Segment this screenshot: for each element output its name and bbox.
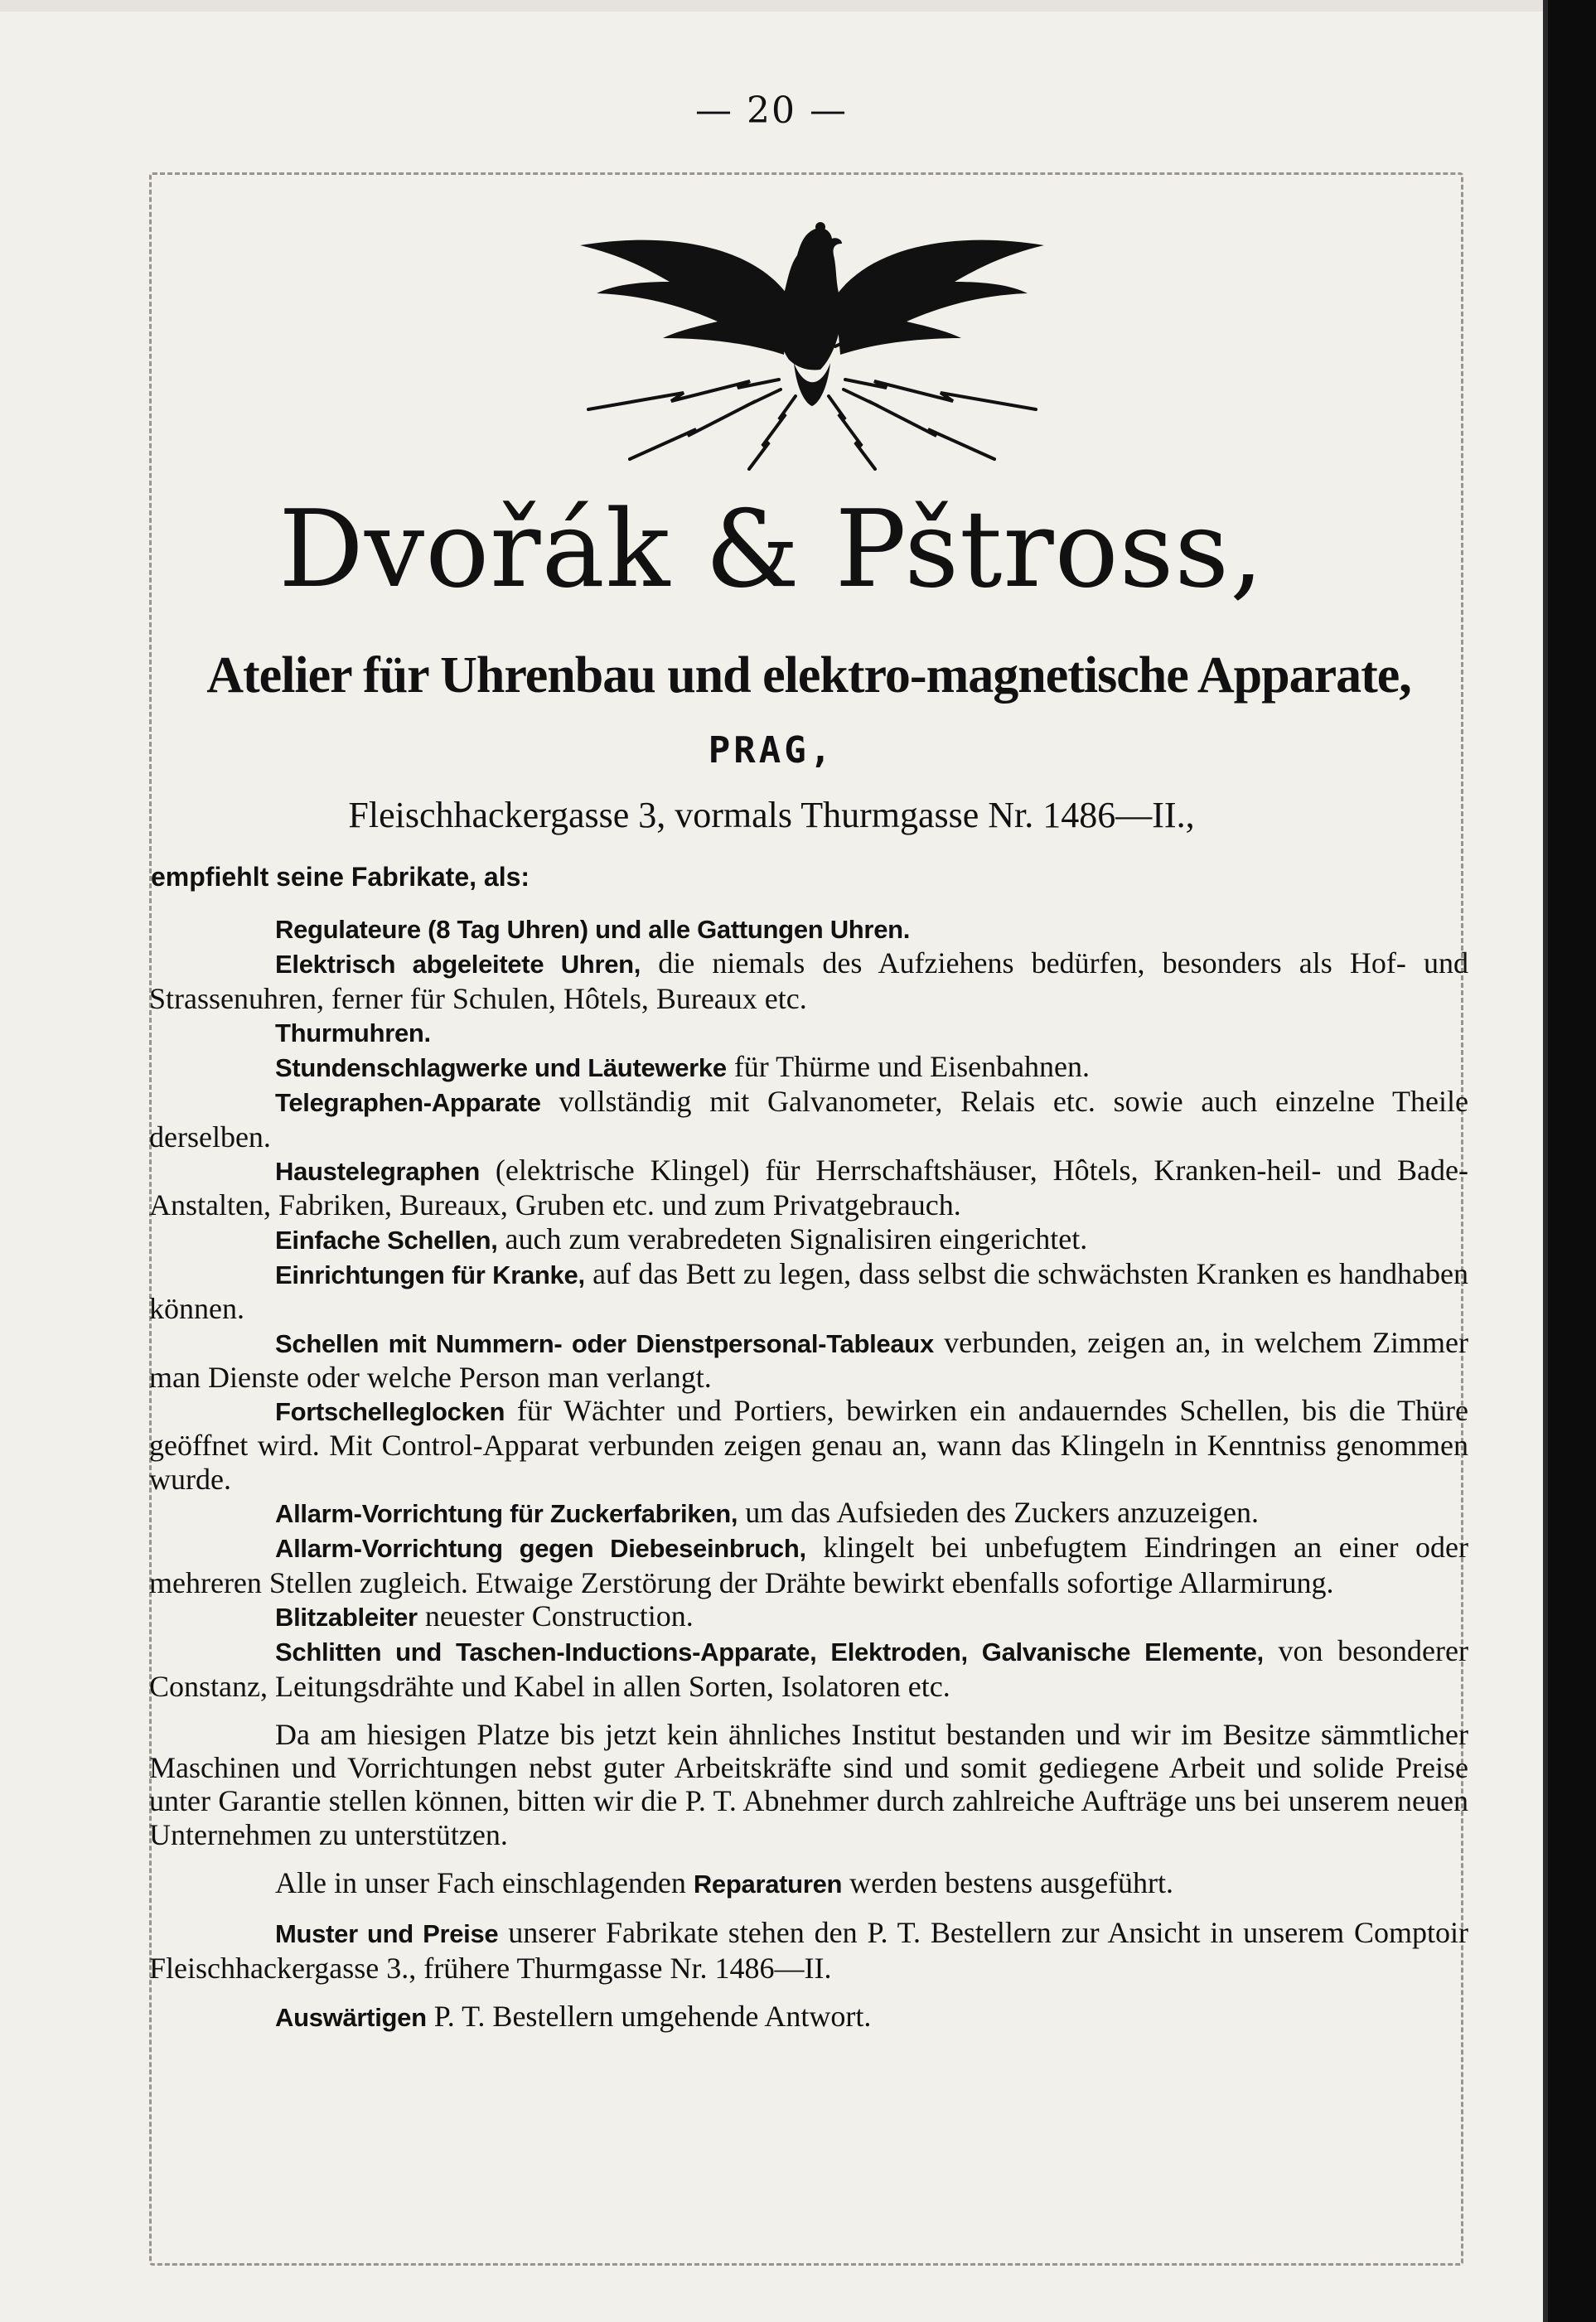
advertisement-body <box>149 912 1468 2034</box>
product-item: Elektrisch abgeleitete Uhren, die niemals des Aufziehens bedürfen, besonders als Hof- und Strassenuhren, ferner für Schulen, Hôtels, Bureaux etc. <box>149 946 1468 1015</box>
page-number: — 20 — <box>695 89 848 132</box>
product-item: Schellen mit Nummern- oder Dienstpersonal-Tableaux verbunden, zeigen an, in welchem Zimmer man Dienste oder welche Person man verlangt. <box>149 1325 1468 1394</box>
product-item: Telegraphen-Apparate vollständig mit Galvanometer, Relais etc. sowie auch einzelne Theile derselben. <box>149 1085 1468 1154</box>
product-item: Thurmuhren. <box>275 1018 431 1047</box>
firm-city: PRAG, <box>708 729 835 772</box>
product-item: Einrichtungen für Kranke, auf das Bett zu legen, dass selbst die schwächsten Kranken es handhaben können. <box>149 1256 1468 1326</box>
samples-paragraph: Muster und Preise unserer Fabrikate stehen den P. T. Bestellern zur Ansicht in unserem Comptoir Fleischhackergasse 3., frühere Thurmgasse Nr. 1486—II. <box>149 1916 1468 1985</box>
product-item: Allarm-Vorrichtung für Zuckerfabriken, um das Aufsieden des Zuckers anzuzeigen. <box>275 1496 1259 1530</box>
scan-edge <box>1543 0 1596 2322</box>
product-item: Schlitten und Taschen-Inductions-Apparate, Elektroden, Galvanische Elemente, von besonderer Constanz, Leitungsdrähte und Kabel in allen Sorten, Isolatoren etc. <box>149 1634 1468 1703</box>
firm-address: Fleischhackergasse 3, vormals Thurmgasse Nr. 1486—II., <box>348 795 1195 835</box>
product-item: Blitzableiter neuester Construction. <box>275 1599 694 1633</box>
remote-orders-line: Auswärtigen P. T. Bestellern umgehende Antwort. <box>275 1999 872 2033</box>
product-item: Haustelegraphen (elektrische Klingel) für Herrschaftshäuser, Hôtels, Kranken-heil- und Bade-Anstalten, Fabriken, Bureaux, Gruben etc. und zum Privatgebrauch. <box>149 1154 1468 1222</box>
firm-subtitle: Atelier für Uhrenbau und elektro-magnetische Apparate, <box>206 647 1411 704</box>
intro-line: empfiehlt seine Fabrikate, als: <box>151 862 530 892</box>
product-item: Regulateure (8 Tag Uhren) und alle Gattungen Uhren. <box>275 915 911 944</box>
product-item: Fortschelleglocken für Wächter und Portiers, bewirken ein andauerndes Schellen, bis die Thüre geöffnet wird. Mit Control-Apparat verbunden zeigen genau an, wann das Klingeln in Kenntniss genommen wurde. <box>149 1394 1468 1496</box>
closing-paragraph: Da am hiesigen Platze bis jetzt kein ähnliches Institut bestanden und wir im Besitze sämmtlicher Maschinen und Vorrichtungen nebst guter Arbeitskräfte sind und somit gediegene Arbeit und solide Preise unter Garantie stellen können, bitten wir die P. T. Abnehmer durch zahlreiche Aufträge uns bei unserem neuen Unternehmen zu unterstützen. <box>149 1717 1468 1851</box>
product-item: Stundenschlagwerke und Läutewerke für Thürme und Eisenbahnen. <box>275 1050 1091 1084</box>
product-item: Allarm-Vorrichtung gegen Diebeseinbruch, klingelt bei unbefugtem Eindringen an einer oder mehreren Stellen zugleich. Etwaige Zerstörung der Drähte bewirkt ebenfalls sofortige Allarmirung. <box>149 1531 1468 1599</box>
firm-name: Dvořák & Pštross, <box>278 488 1265 612</box>
product-item: Einfache Schellen, auch zum verabredeten Signalisiren eingerichtet. <box>275 1221 1088 1255</box>
repairs-line: Alle in unser Fach einschlagenden Reparaturen werden bestens ausgeführt. <box>275 1866 1174 1900</box>
eagle-with-lightning-emblem <box>572 197 1052 471</box>
